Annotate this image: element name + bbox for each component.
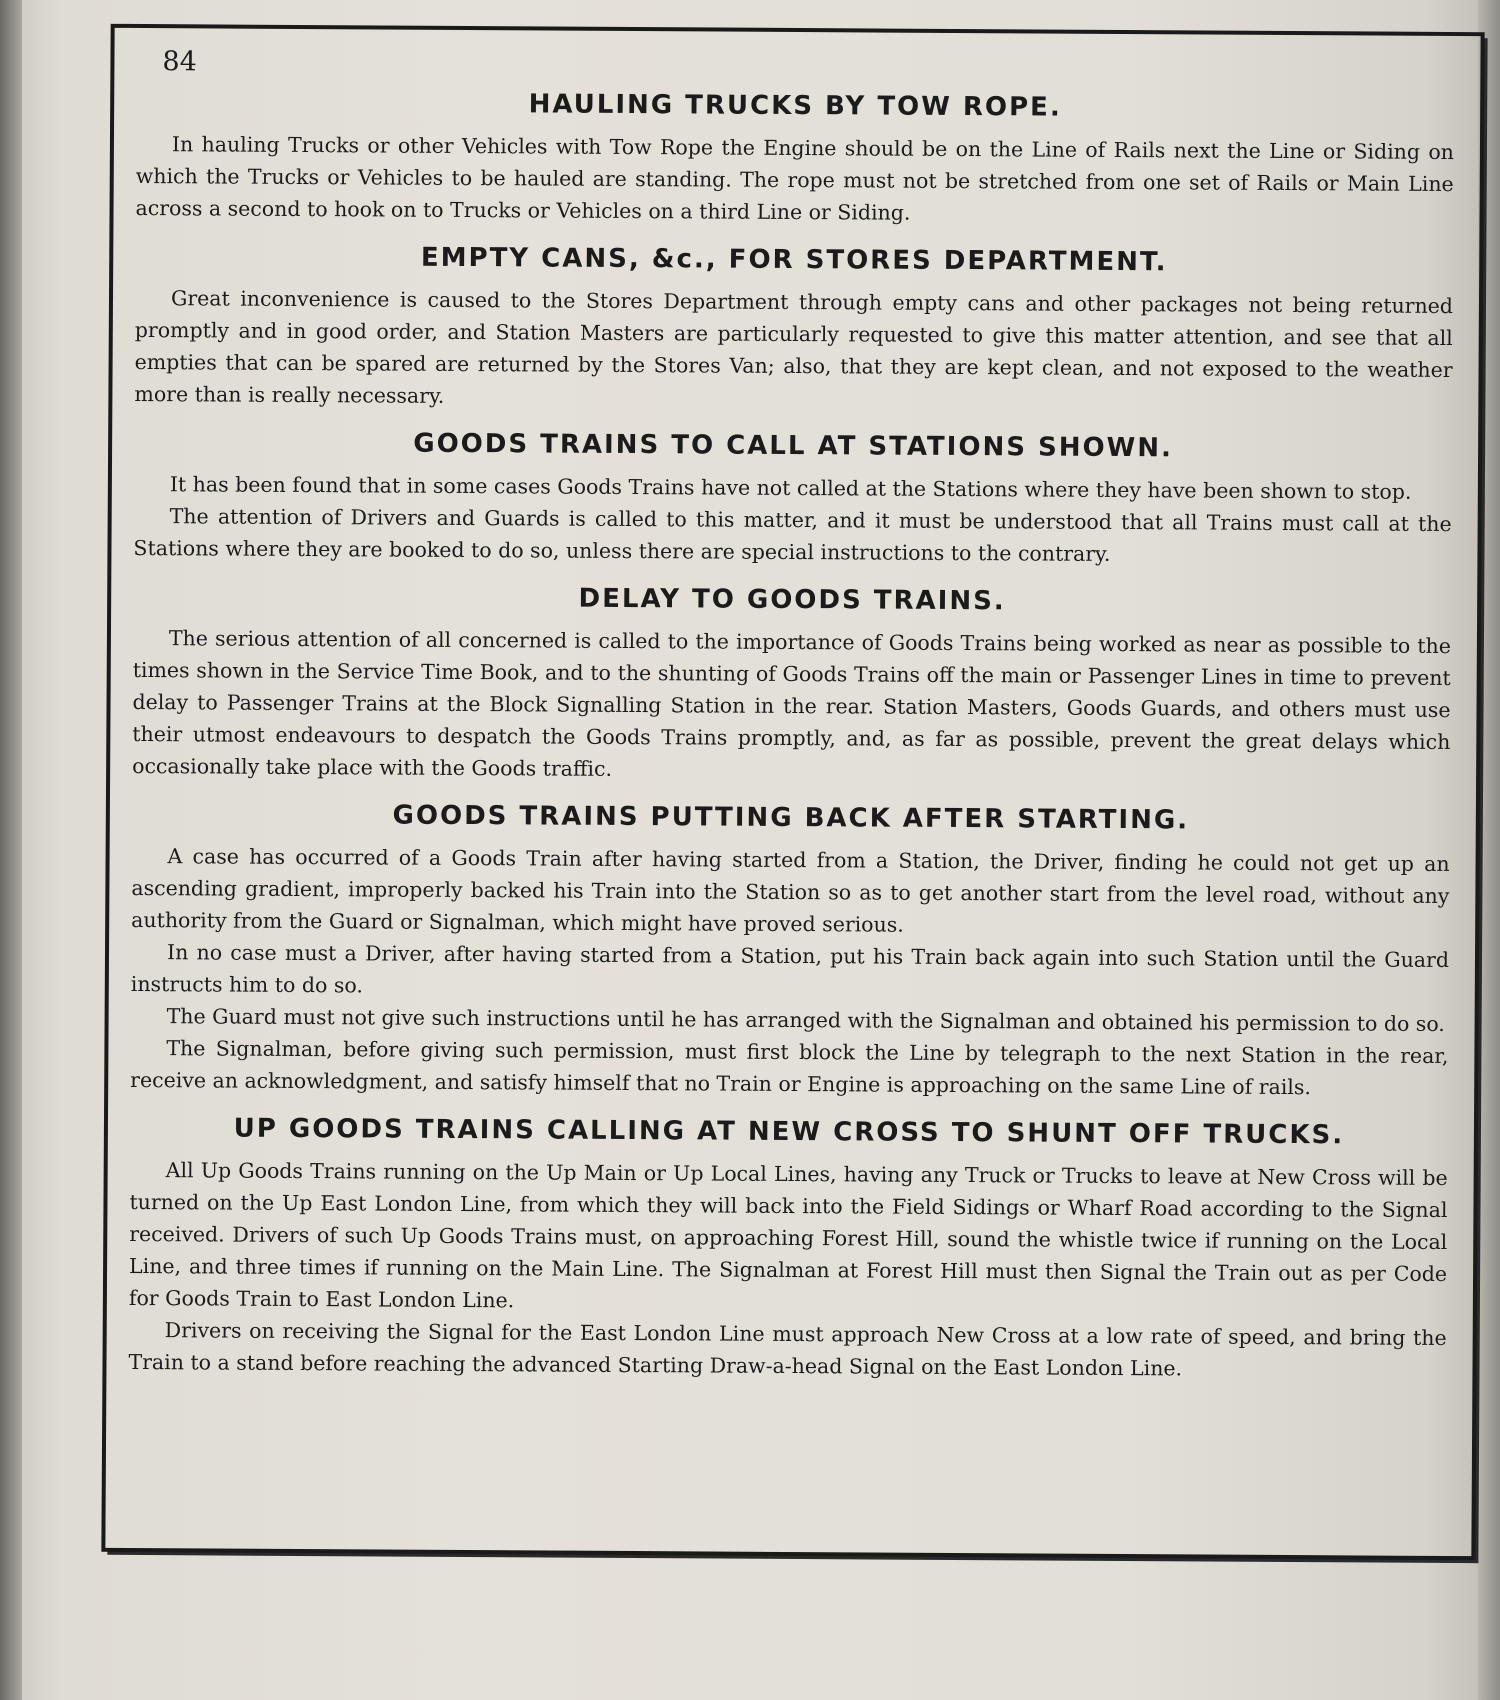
instructions-content [128,86,1454,1396]
section-empty-cans [134,240,1453,418]
section-heading: EMPTY CANS, &c., FOR STORES DEPARTMENT. [420,242,1168,278]
section-heading: GOODS TRAINS PUTTING BACK AFTER STARTING. [392,800,1190,836]
paragraph: The attention of Drivers and Guards is called to this matter, and it must be understood that all Trains must call at the Stations where they are booked to do so, unless there are special instructions to the contrary. [133,504,1452,566]
paragraph: The serious attention of all concerned is called to the importance of Goods Trains being worked as near as possible to the times shown in the Service Time Book, and to the shunting of Goods Trains off the main or Passenger Lines in time to prevent delay to Passenger Trains at the Block Signalling Station in the rear. Station Masters, Goods Guards, and others must use their utmost endeavours to despatch the Goods Trains promptly, and, as far as possible, prevent the great delays which occasionally take place with the Goods traffic. [132,626,1451,781]
page-number: 84 [162,46,197,78]
page-gutter [0,0,22,1700]
paragraph: A case has occurred of a Goods Train after having started from a Station, the Driver, finding he could not get up an ascending gradient, improperly backed his Train into the Station so as to get another start from the level road, without any authority from the Guard or Signalman, which might have proved serious. [131,844,1450,937]
section-up-goods-new-cross [128,1112,1448,1386]
ruled-frame [101,24,1484,1560]
section-heading: GOODS TRAINS TO CALL AT STATIONS SHOWN. [413,428,1174,464]
section-heading: UP GOODS TRAINS CALLING AT NEW CROSS TO SHUNT OFF TRUCKS. [233,1113,1345,1151]
paragraph: All Up Goods Trains running on the Up Main or Up Local Lines, having any Truck or Trucks to leave at New Cross will be turned on the Up East London Line, from which they will back into the Field Sidings or Wharf Road according to the Signal received. Drivers of such Up Goods Trains must, on approaching Forest Hill, sound the whistle twice if running on the Local Line, and three times if running on the Main Line. The Signalman at Forest Hill must then Signal the Train out as per Code for Goods Train to East London Line. [128,1158,1448,1313]
paragraph: The Guard must not give such instructions until he has arranged with the Signalman and obtained his permission to do so. [166,1004,1445,1036]
paragraph: Drivers on receiving the Signal for the East London Line must approach New Cross at a low rate of speed, and bring the Train to a stand before reaching the advanced Starting Draw-a-head Signal on the East London Line. [128,1318,1447,1381]
section-delay-goods-trains [132,580,1451,790]
section-heading: HAULING TRUCKS BY TOW ROPE. [528,89,1062,123]
section-heading: DELAY TO GOODS TRAINS. [578,583,1006,617]
paragraph: In no case must a Driver, after having started from a Station, put his Train back again into such Station until the Guard instructs him to do so. [130,940,1450,998]
paragraph: Great inconvenience is caused to the Stores Department through empty cans and other packages not being returned promptly and in good order, and Station Masters are particularly requested to give this matter attention, and see that all empties that can be spared are returned by the Stores Van; also, that they are kept clean, and not exposed to the weather more than is really necessary. [134,286,1454,408]
section-goods-trains-call [133,426,1452,572]
paragraph: The Signalman, before giving such permission, must first block the Line by telegraph to the next Station in the rear, receive an acknowledgment, and satisfy himself that no Train or Engine is approaching on the same Line of rails. [130,1036,1449,1100]
section-hauling-trucks [135,86,1454,232]
section-putting-back [130,798,1450,1104]
paragraph: In hauling Trucks or other Vehicles with Tow Rope the Engine should be on the Line of Rails next the Line or Siding on which the Trucks or Vehicles to be hauled are standing. The rope must not be stretched from one set of Rails or Main Line across a second to hook on to Trucks or Vehicles on a third Line or Siding. [135,132,1454,225]
paragraph: It has been found that in some cases Goods Trains have not called at the Stations where they have been shown to stop. [169,472,1412,504]
